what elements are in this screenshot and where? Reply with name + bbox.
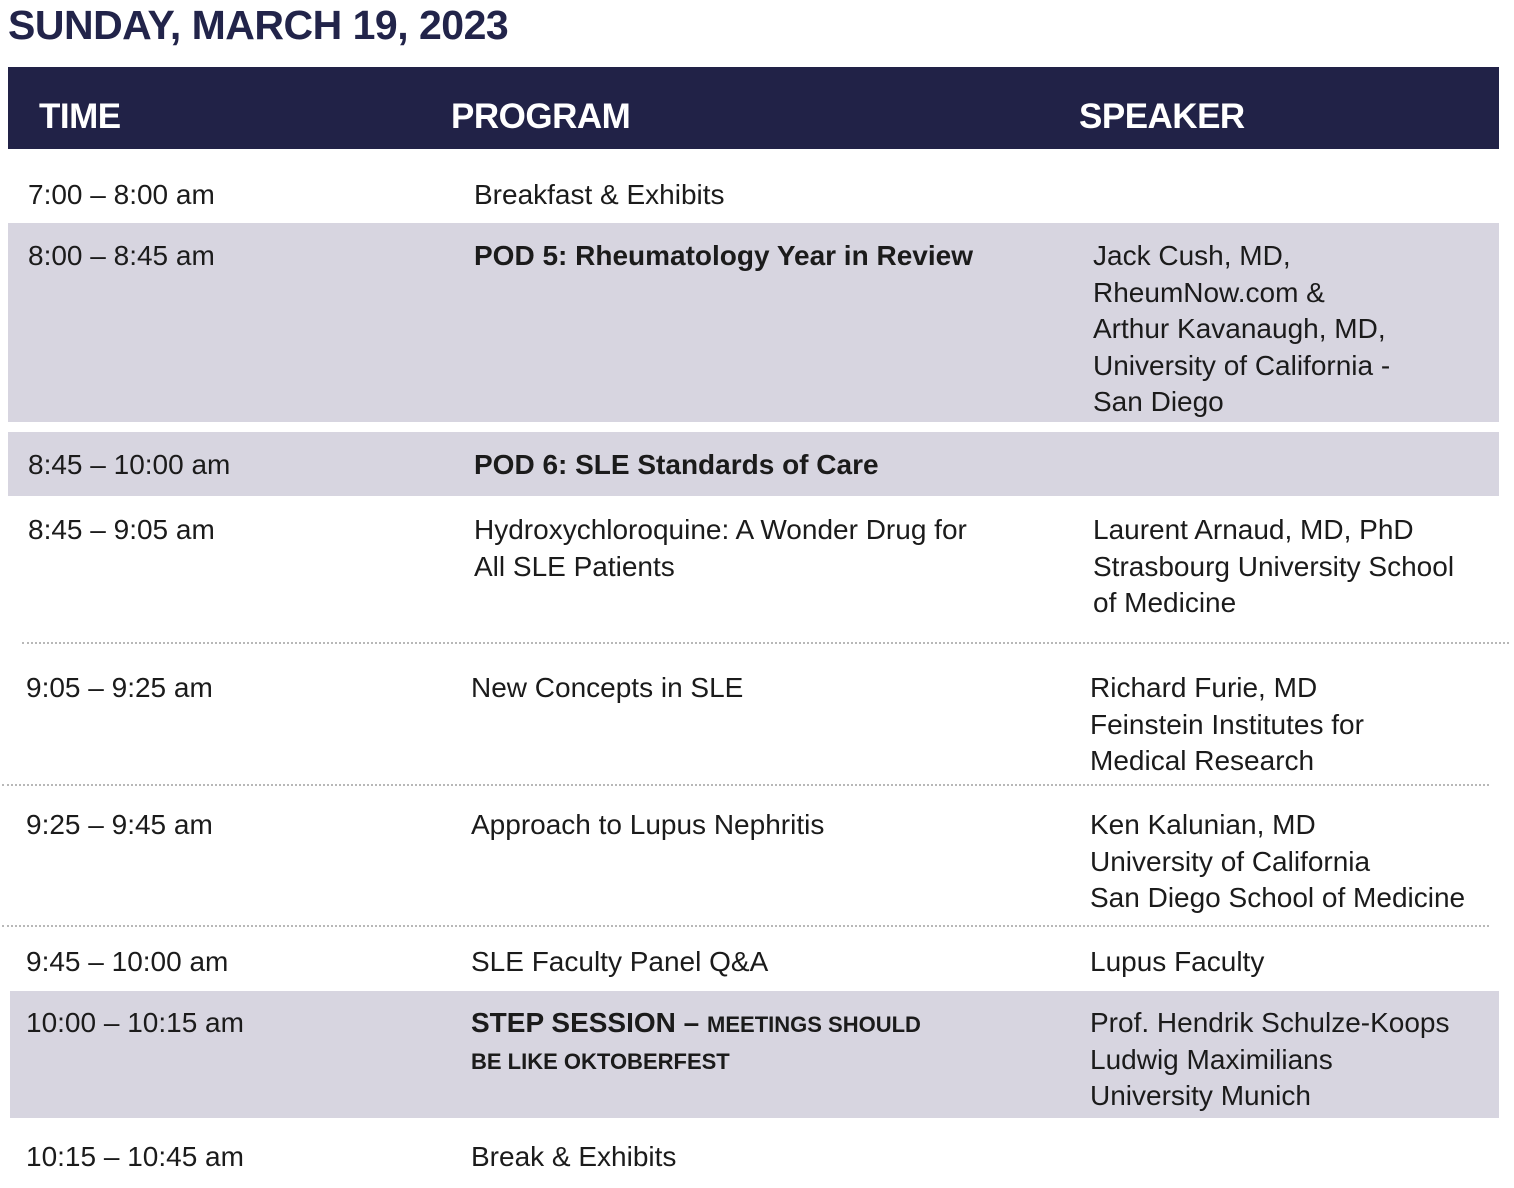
row-speaker [1090,1005,1450,1115]
table-row [8,223,1499,422]
row-program: SLE Faculty Panel Q&A [471,946,769,977]
table-row [8,654,1499,784]
row-divider [2,784,1489,786]
table-row [8,791,1499,925]
table-row [10,991,1499,1118]
row-time: 7:00 – 8:00 am [28,179,215,210]
speaker-line: San Diego [1093,386,1224,417]
speaker-line: RheumNow.com & [1093,276,1325,308]
step-session-title: STEP SESSION – [471,1007,700,1038]
row-speaker: Lupus Faculty [1090,946,1265,977]
speaker-line: Jack Cush, MD, [1093,240,1291,271]
row-time: 9:05 – 9:25 am [26,672,213,703]
program-line [471,1005,921,1044]
program-line: All SLE Patients [474,550,675,582]
row-divider [22,642,1509,644]
speaker-line: of Medicine [1093,587,1237,618]
table-header [8,67,1499,149]
speaker-line: University of California [1090,845,1371,877]
row-program [474,512,967,585]
step-session-subtitle: MEETINGS SHOULD [707,1012,921,1037]
step-session-subtitle: BE LIKE OKTOBERFEST [471,1048,730,1074]
row-program: Break & Exhibits [471,1141,677,1172]
row-time: 8:00 – 8:45 am [28,240,215,271]
row-program: Approach to Lupus Nephritis [471,809,825,840]
speaker-line: Ken Kalunian, MD [1090,809,1316,840]
program-line: Hydroxychloroquine: A Wonder Drug for [474,514,967,545]
row-speaker [1093,238,1390,421]
speaker-line: University of California - [1093,349,1391,381]
table-row [8,432,1499,496]
row-time: 9:45 – 10:00 am [26,946,229,977]
speaker-line: Medical Research [1090,745,1315,776]
column-header-program: PROGRAM [451,97,631,136]
row-time: 9:25 – 9:45 am [26,809,213,840]
speaker-line: San Diego School of Medicine [1090,882,1466,913]
row-speaker [1090,807,1465,917]
column-header-time: TIME [39,97,121,136]
page-title: SUNDAY, MARCH 19, 2023 [8,2,509,48]
row-program: POD 6: SLE Standards of Care [474,449,879,480]
row-speaker [1090,670,1364,780]
row-time: 8:45 – 10:00 am [28,449,231,480]
speaker-line: Prof. Hendrik Schulze-Koops [1090,1007,1450,1038]
column-header-speaker: SPEAKER [1079,97,1245,136]
speaker-line: Arthur Kavanaugh, MD, [1093,313,1386,344]
table-row [8,928,1499,991]
row-time: 10:15 – 10:45 am [26,1141,244,1172]
table-row [8,1125,1499,1188]
table-row [8,496,1499,642]
speaker-line: University Munich [1090,1080,1311,1111]
speaker-line: Strasbourg University School [1093,550,1455,582]
row-time: 8:45 – 9:05 am [28,514,215,545]
row-program: New Concepts in SLE [471,672,744,703]
speaker-line: Laurent Arnaud, MD, PhD [1093,514,1414,545]
row-time: 10:00 – 10:15 am [26,1007,244,1038]
row-program: Breakfast & Exhibits [474,179,725,210]
speaker-line: Feinstein Institutes for [1090,708,1364,740]
table-row [8,160,1499,223]
speaker-line: Ludwig Maximilians [1090,1043,1333,1075]
row-program: POD 5: Rheumatology Year in Review [474,240,973,271]
row-speaker [1093,512,1454,622]
row-divider [2,925,1489,927]
row-program [471,1005,921,1080]
speaker-line: Richard Furie, MD [1090,672,1318,703]
